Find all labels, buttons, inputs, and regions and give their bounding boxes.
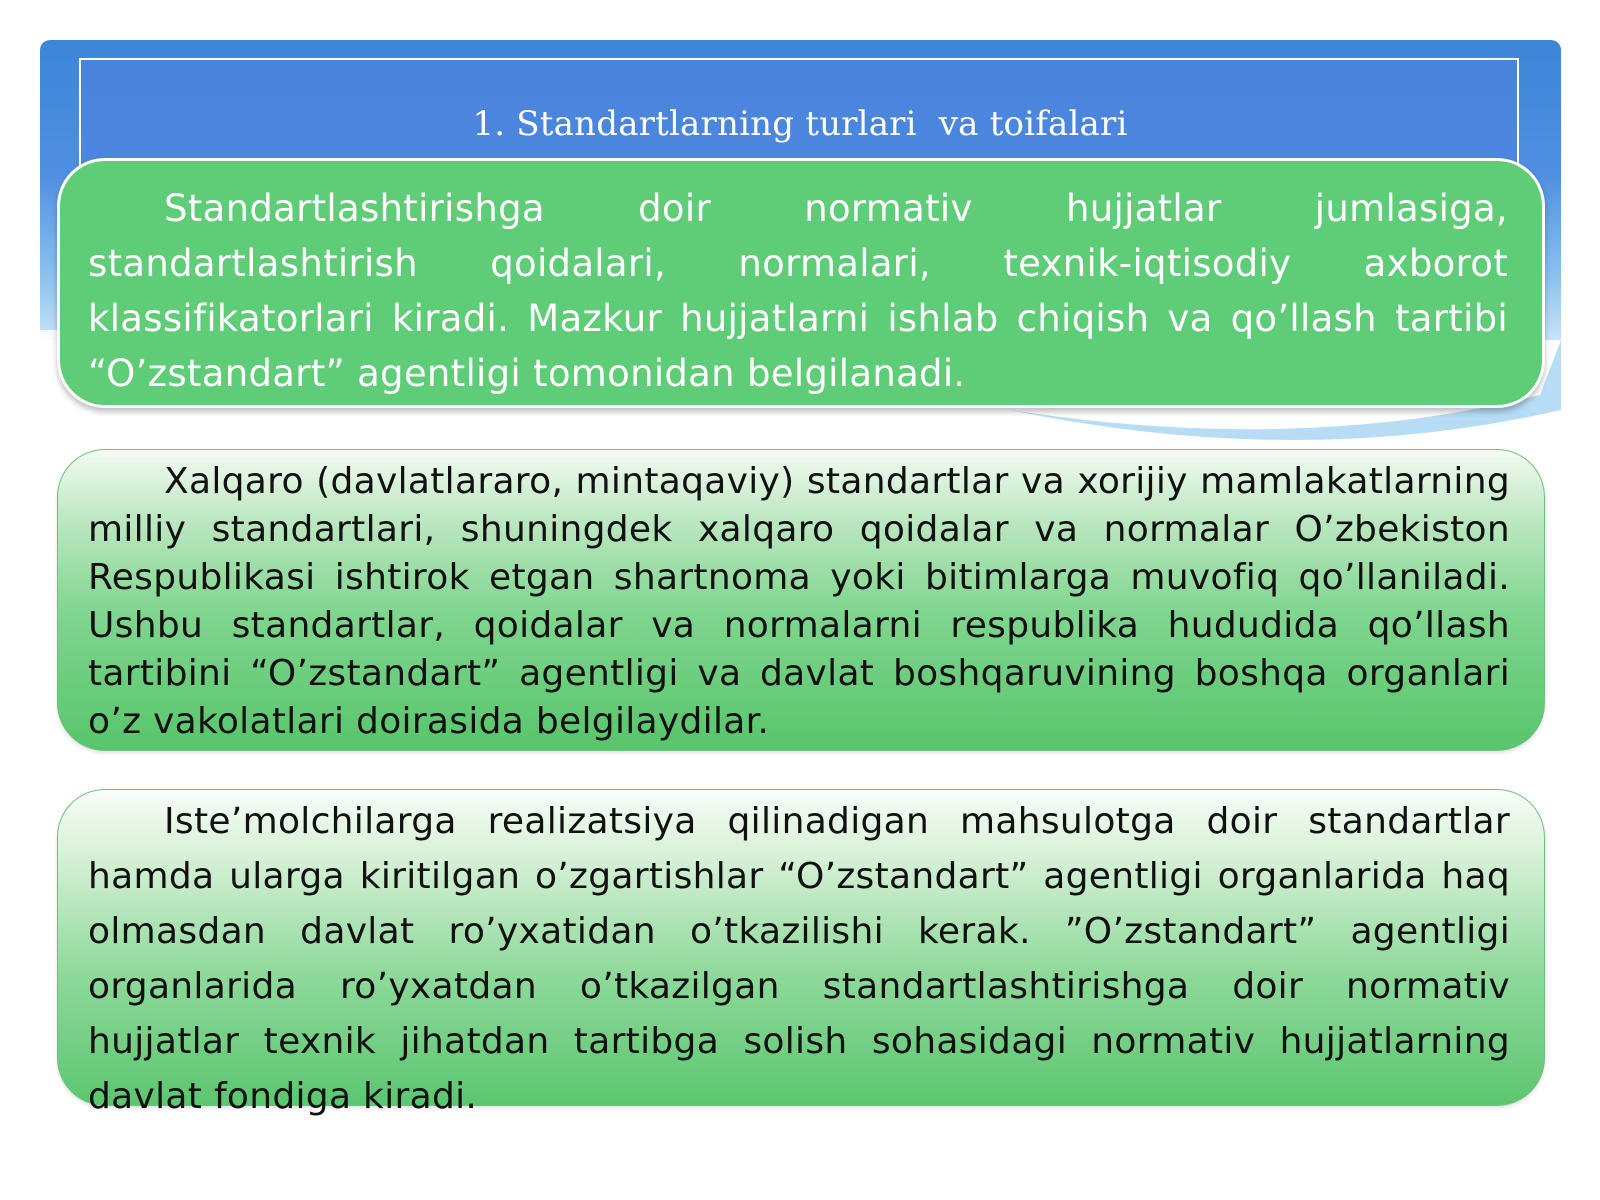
slide-title: 1. Standartlarning turlari va toifalari <box>472 104 1128 144</box>
paragraph-state-registration: Iste’molchilarga realizatsiya qilinadigan mahsulotga doir standartlar hamda ularga kiritilgan o’zgartishlar “O’zstandart” agentligi organlarida haq olmasdan davlat ro’yxatidan o’tkazilishi kerak. ”O’zstandart” agentligi organlarida ro’yxatdan o’tkazilgan standartlashtirishga doir normativ hujjatlar texnik jihatdan tartibga solish sohasidagi normativ hujjatlarning davlat fondiga kiradi. <box>88 801 1510 1117</box>
paragraph-box-state-registration <box>57 789 1545 1117</box>
paragraph-normative-documents: Standartlashtirishga doir normativ hujjatlar jumlasiga, standartlashtirish qoidalari, normalari, texnik-iqtisodiy axborot klassifikatorlari kiradi. Mazkur hujjatlarni ishlab chiqish va qo’llash tartibi “O’zstandart” agentligi tomonidan belgilanadi. <box>88 187 1508 395</box>
paragraph-international-standards: Xalqaro (davlatlararo, mintaqaviy) standartlar va xorijiy mamlakatlarning milliy standartlari, shuningdek xalqaro qoidalar va normalar O’zbekiston Respublikasi ishtirok etgan shartnoma yoki bitimlarga muvofiq qo’llaniladi. Ushbu standartlar, qoidalar va normalarni respublika hududida qo’llash tartibini “O’zstandart” agentligi va davlat boshqaruvining boshqa organlari o’z vakolatlari doirasida belgilaydilar. <box>88 461 1510 742</box>
paragraph-box-normative-documents <box>57 158 1545 408</box>
paragraph-box-international-standards <box>57 449 1545 751</box>
